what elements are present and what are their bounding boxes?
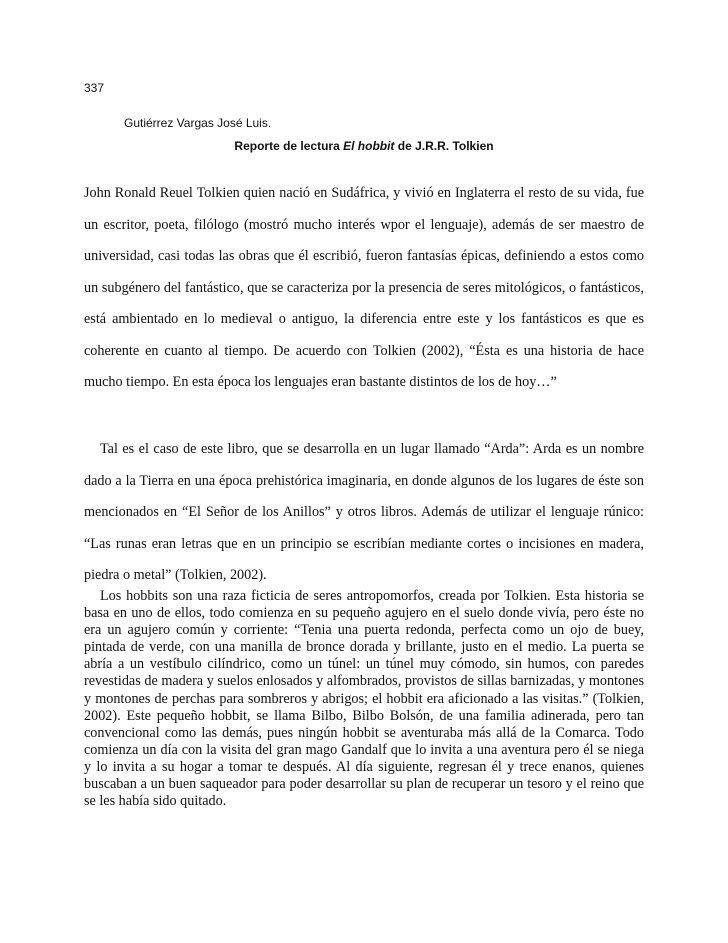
page-number: 337: [84, 81, 105, 95]
report-title-prefix: Reporte de lectura: [234, 139, 344, 153]
body-paragraph-1: John Ronald Reuel Tolkien quien nació en Sudáfrica, y vivió en Inglaterra el resto de su vida, fue un escritor, poeta, filólogo (mostró mucho interés wpor el lenguaje), además de ser maestro de universidad, casi todas las obras que él escribió, fueron fantasías épicas, definiendo a estos como un subgénero del fantástico, que se caracteriza por la presencia de seres mitológicos, o fantásticos, está ambientado en lo medieval o antiguo, la diferencia entre este y los fantásticos es que es coherente en cuanto al tiempo. De acuerdo con Tolkien (2002), “Ésta es una historia de hace mucho tiempo. En esta época los lenguajes eran bastante distintos de los de hoy…”: [84, 185, 644, 390]
report-title: [84, 139, 644, 153]
author-name: Gutiérrez Vargas José Luis.: [124, 116, 272, 130]
body-paragraph-3: Los hobbits son una raza ficticia de seres antropomorfos, creada por Tolkien. Esta historia se basa en uno de ellos, todo comienza en su pequeño agujero en el suelo donde vivía, pero éste no era un agujero común y corriente: “Tenia una puerta redonda, perfecta como un ojo de buey, pintada de verde, con una manilla de bronce dorada y brillante, justo en el medio. La puerta se abría a un vestíbulo cilíndrico, como un túnel: un túnel muy cómodo, sin humos, con paredes revestidas de madera y suelos enlosados y alfombrados, provistos de sillas barnizadas, y montones y montones de perchas para sombreros y abrigos; el hobbit era aficionado a las visitas.” (Tolkien, 2002). Este pequeño hobbit, se llama Bilbo, Bilbo Bolsón, de una familia adinerada, pero tan convencional como las demás, pues ningún hobbit se aventuraba más allá de la Comarca. Todo comienza un día con la visita del gran mago Gandalf que lo invita a una aventura pero él se niega y lo invita a su hogar a tomar te después. Al día siguiente, regresan él y trece enanos, quienes buscaban a un buen saqueador para poder desarrollar su plan de recuperar un tesoro y el reino que se les había sido quitado.: [84, 588, 644, 810]
report-title-book: El hobbit: [343, 139, 395, 153]
body-paragraph-2: Tal es el caso de este libro, que se desarrolla en un lugar llamado “Arda”: Arda es un nombre dado a la Tierra en una época prehistórica imaginaria, en donde algunos de los lugares de éste son mencionados en “El Señor de los Anillos” y otros libros. Además de utilizar el lenguaje rúnico: “Las runas eran letras que en un principio se escribían mediante cortes o incisiones en madera, piedra o metal” (Tolkien, 2002).: [84, 441, 644, 583]
report-title-suffix: de J.R.R. Tolkien: [394, 139, 494, 153]
